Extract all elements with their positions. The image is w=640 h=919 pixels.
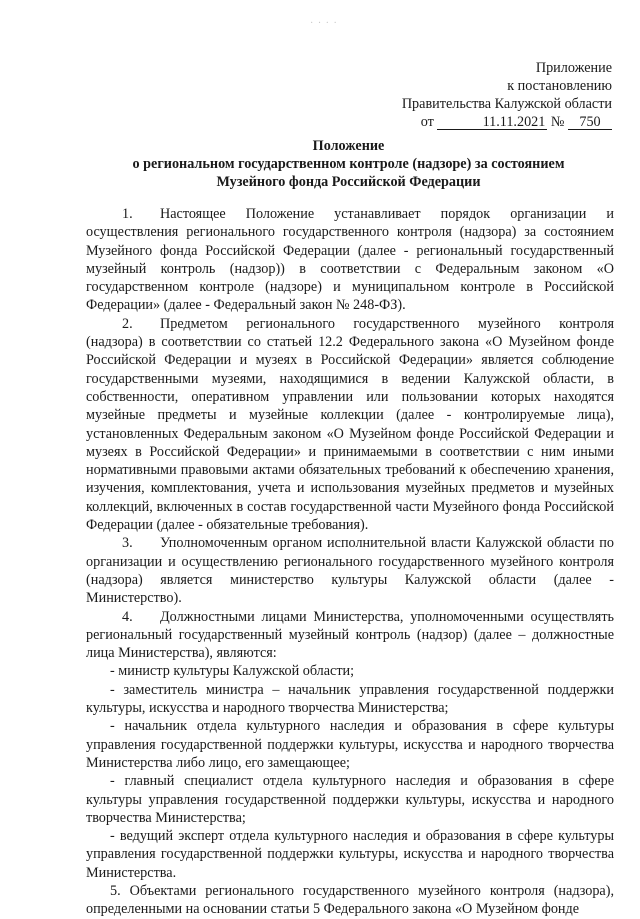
decree-date: 11.11.2021	[437, 115, 547, 130]
paragraph-3	[86, 534, 614, 607]
official-item: - ведущий эксперт отдела культурного наследия и образования в сфере культуры управления государственной поддержки культуры, искусства и народного творчества Министерства.	[86, 828, 614, 881]
paragraph-number: 4.	[122, 608, 133, 625]
appendix-line-1: Приложение	[535, 60, 612, 76]
appendix-line-3: Правительства Калужской области	[401, 96, 612, 112]
paragraph-number: 2.	[122, 315, 133, 332]
paragraph-text: Предметом регионального государственного музейного контроля (надзора) в соответствии со статьей 12.2 Федерального закона «О Музейном фонде Российской Федерации и музеях в Российской Федерации» является соблюдение государственными музеями, находящимися в ведении Калужской области, в собственности, оперативном управлении или пользовании которых находятся музейные предметы и музейные коллекции (далее - контролируемые лица), установленных Федеральным законом «О Музейном фонде Российской Федерации и музеях в Российской Федерации» и принимаемыми в соответствии с ним иными нормативными правовыми актами обязательных требований к обеспечению хранения, изучения, комплектования, учета и использования музейных предметов и музейных коллекций, включенных в состав государственной части Музейного фонда Российской Федерации (далее - обязательные требования).	[86, 315, 614, 534]
official-item: - начальник отдела культурного наследия и образования в сфере культуры управления государственной поддержки культуры, искусства и народного творчества Министерства либо лицо, его замещающее;	[86, 718, 614, 771]
paragraph-number: 3.	[122, 535, 133, 552]
number-label: №	[550, 114, 565, 130]
document-title	[86, 137, 611, 191]
paragraph-text: Уполномоченным органом исполнительной власти Калужской области по организации и осуществлению регионального государственного музейного контроля (надзора) является министерство культуры Калужской области (далее - Министерство).	[86, 535, 614, 607]
scan-artifact: · · · ·	[310, 18, 338, 29]
paragraph-number: 1.	[122, 206, 133, 222]
from-label: от	[420, 114, 434, 130]
paragraph-text: Настоящее Положение устанавливает порядок организации и осуществления регионального государственного контроля (надзора) за состоянием Музейного фонда Российской Федерации (далее - региональный государственный музейный контроль (надзор)) в соответствии с Федеральным законом «О государственном контроле (надзоре) и муниципальном контроле в Российской Федерации» (далее - Федеральный закон № 248-ФЗ).	[86, 206, 614, 314]
decree-number: 750	[568, 115, 612, 130]
paragraph-2	[86, 315, 614, 535]
official-item: - главный специалист отдела культурного наследия и образования в сфере культуры управления государственной поддержки культуры, искусства и народного творчества Министерства;	[86, 773, 614, 826]
official-item: - министр культуры Калужской области;	[110, 663, 355, 680]
title-line-2: о региональном государственном контроле (надзоре) за состоянием	[132, 156, 565, 172]
paragraph-text: Должностными лицами Министерства, уполномоченными осуществлять региональный государственный музейный контроль (надзор) (далее – должностные лица Министерства), являются:	[86, 608, 614, 662]
appendix-line-2: к постановлению	[507, 78, 612, 94]
official-item: - заместитель министра – начальник управления государственной поддержки культуры, искусства и народного творчества Министерства;	[86, 681, 614, 717]
title-line-1: Положение	[312, 138, 385, 154]
paragraph-1	[86, 205, 614, 315]
document-body	[86, 205, 614, 919]
appendix-header	[372, 59, 612, 131]
paragraph-5: 5. Объектами регионального государственного музейного контроля (надзора), определенными на основании статьи 5 Федерального закона «О Музейном фонде	[86, 882, 614, 918]
title-line-3: Музейного фонда Российской Федерации	[216, 174, 481, 190]
appendix-date-row	[372, 113, 612, 131]
paragraph-4	[86, 608, 614, 663]
